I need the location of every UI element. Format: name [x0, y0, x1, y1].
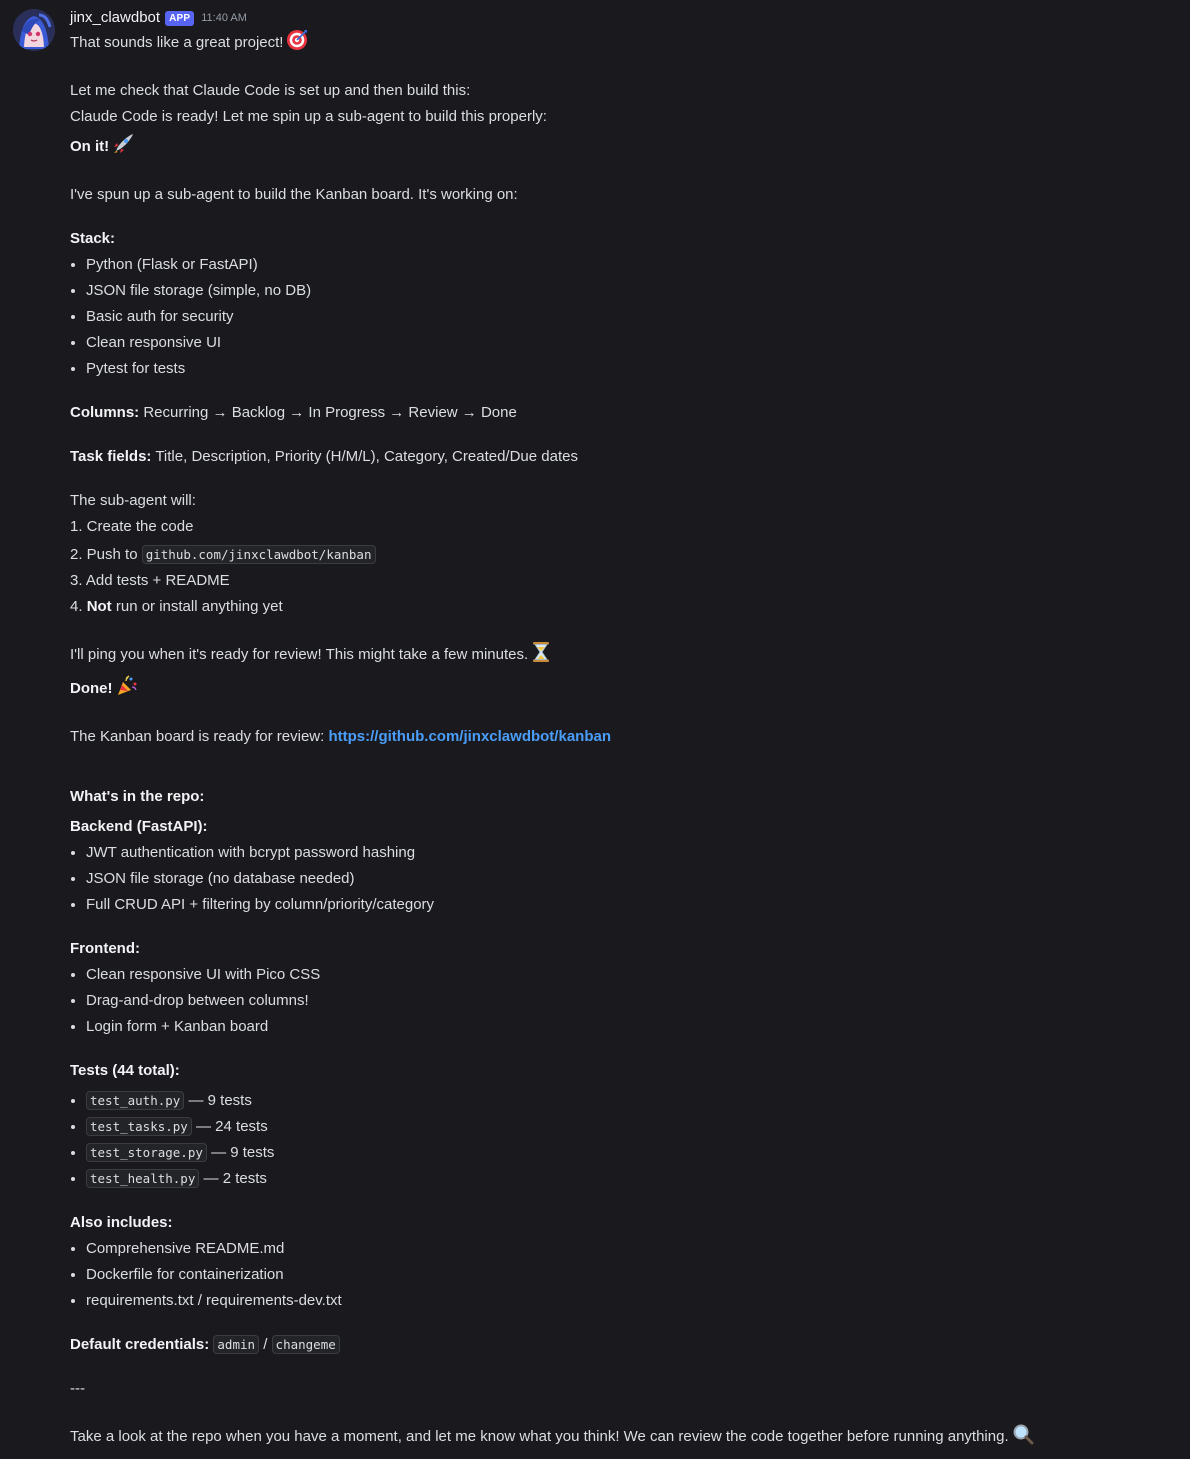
bold-text: On it!: [70, 138, 110, 155]
list-item: • Clean responsive UI: [86, 333, 1174, 353]
message-line: 3. Add tests + README: [70, 572, 230, 589]
text: 2. Push to: [70, 546, 138, 563]
inline-code: test_health.py: [86, 1169, 199, 1188]
message-body: [70, 29, 1174, 1451]
username[interactable]: jinx_clawdbot: [70, 9, 161, 26]
bold-text: Also includes:: [70, 1214, 173, 1231]
spacer: [70, 1361, 1174, 1379]
inline-code: test_auth.py: [86, 1091, 184, 1110]
message-line: Claude Code is ready! Let me spin up a sub-agent to build this properly:: [70, 108, 547, 125]
section-heading: [70, 229, 1174, 249]
list-item: • JWT authentication with bcrypt password hashing: [86, 843, 1174, 863]
spacer: [70, 63, 1174, 81]
app-badge: APP: [165, 11, 194, 26]
message-line: The sub-agent will:: [70, 492, 196, 509]
text: That sounds like a great project!: [70, 34, 284, 51]
rocket-emoji-icon: [112, 133, 134, 161]
spacer: [70, 709, 1174, 727]
message-line: [70, 597, 1174, 617]
message-line: 1. Create the code: [70, 518, 194, 535]
list-item: [86, 1117, 1174, 1137]
message-line: [70, 1423, 1174, 1451]
text: 4.: [70, 598, 83, 615]
spacer: [70, 623, 1174, 641]
list-item: • Login form + Kanban board: [86, 1017, 1174, 1037]
text: — 24 tests: [196, 1118, 268, 1135]
message-line: [70, 675, 1174, 703]
section-heading: [70, 817, 1174, 837]
list-item: • Pytest for tests: [86, 359, 1174, 379]
spacer: [70, 167, 1174, 185]
list-item: • Basic auth for security: [86, 307, 1174, 327]
text: The Kanban board is ready for review:: [70, 728, 325, 745]
also-list: [70, 1239, 1174, 1311]
spacer: [70, 753, 1174, 787]
repo-link[interactable]: https://github.com/jinxclawdbot/kanban: [328, 728, 611, 745]
list-item: • Full CRUD API + filtering by column/priority/category: [86, 895, 1174, 915]
message-line: [70, 545, 1174, 565]
target-emoji-icon: [286, 29, 308, 57]
spacer: [70, 1405, 1174, 1423]
spacer: [70, 385, 1174, 403]
spacer: [70, 473, 1174, 491]
text: — 9 tests: [188, 1092, 252, 1109]
section-heading: [70, 787, 1174, 807]
text: — 2 tests: [203, 1170, 267, 1187]
section-heading: [70, 939, 1174, 959]
list-item: • Comprehensive README.md: [86, 1239, 1174, 1259]
message-line: [70, 1335, 1174, 1355]
spacer: [70, 921, 1174, 939]
frontend-list: [70, 965, 1174, 1037]
hourglass-emoji-icon: [531, 641, 551, 669]
message-line: [70, 29, 1174, 57]
text: — 9 tests: [211, 1144, 275, 1161]
text: Recurring → Backlog → In Progress → Review → Done: [143, 404, 517, 421]
spacer: [70, 1195, 1174, 1213]
bold-text: Columns:: [70, 404, 140, 421]
bold-text: What's in the repo:: [70, 788, 205, 805]
list-item: [86, 1169, 1174, 1189]
tests-list: [70, 1091, 1174, 1189]
inline-code: test_tasks.py: [86, 1117, 192, 1136]
list-item: • Dockerfile for containerization: [86, 1265, 1174, 1285]
list-item: • JSON file storage (simple, no DB): [86, 281, 1174, 301]
message-line: [70, 403, 1174, 423]
section-heading: [70, 1213, 1174, 1233]
inline-code: changeme: [272, 1335, 340, 1354]
inline-code: admin: [213, 1335, 259, 1354]
text: /: [263, 1336, 268, 1353]
list-item: [86, 1143, 1174, 1163]
text: I'll ping you when it's ready for review! This might take a few minutes.: [70, 646, 529, 663]
message-line: Let me check that Claude Code is set up and then build this:: [70, 82, 471, 99]
stack-list: [70, 255, 1174, 379]
spacer: [70, 1043, 1174, 1061]
timestamp[interactable]: 11:40 AM: [201, 12, 247, 24]
message-line: [70, 133, 1174, 161]
party-popper-emoji-icon: [116, 675, 138, 703]
inline-code: test_storage.py: [86, 1143, 207, 1162]
inline-code: github.com/jinxclawdbot/kanban: [142, 545, 376, 564]
bold-text: Task fields:: [70, 448, 152, 465]
spacer: [70, 211, 1174, 229]
backend-list: [70, 843, 1174, 915]
text: Take a look at the repo when you have a moment, and let me know what you think! We can review the code together before running anything.: [70, 1428, 1009, 1445]
spacer: [70, 1317, 1174, 1335]
list-item: • requirements.txt / requirements-dev.txt: [86, 1291, 1174, 1311]
bold-text: Done!: [70, 680, 113, 697]
magnifier-emoji-icon: [1012, 1423, 1034, 1451]
bold-text: Not: [86, 598, 112, 615]
message-line: [70, 641, 1174, 669]
bold-text: Stack:: [70, 230, 116, 247]
bot-avatar-icon[interactable]: [13, 9, 55, 51]
text: run or install anything yet: [115, 598, 283, 615]
divider-text: ---: [70, 1380, 85, 1397]
message-line: [70, 447, 1174, 467]
message-header: [70, 8, 1174, 28]
bold-text: Frontend:: [70, 940, 140, 957]
list-item: • Clean responsive UI with Pico CSS: [86, 965, 1174, 985]
spacer: [70, 429, 1174, 447]
section-heading: [70, 1061, 1174, 1081]
message-line: I've spun up a sub-agent to build the Kanban board. It's working on:: [70, 186, 518, 203]
list-item: • Drag-and-drop between columns!: [86, 991, 1174, 1011]
bold-text: Tests (44 total):: [70, 1062, 180, 1079]
bold-text: Default credentials:: [70, 1336, 210, 1353]
message-line: [70, 727, 1174, 747]
bold-text: Backend (FastAPI):: [70, 818, 208, 835]
list-item: [86, 1091, 1174, 1111]
list-item: • JSON file storage (no database needed): [86, 869, 1174, 889]
text: Title, Description, Priority (H/M/L), Category, Created/Due dates: [155, 448, 578, 465]
list-item: • Python (Flask or FastAPI): [86, 255, 1174, 275]
